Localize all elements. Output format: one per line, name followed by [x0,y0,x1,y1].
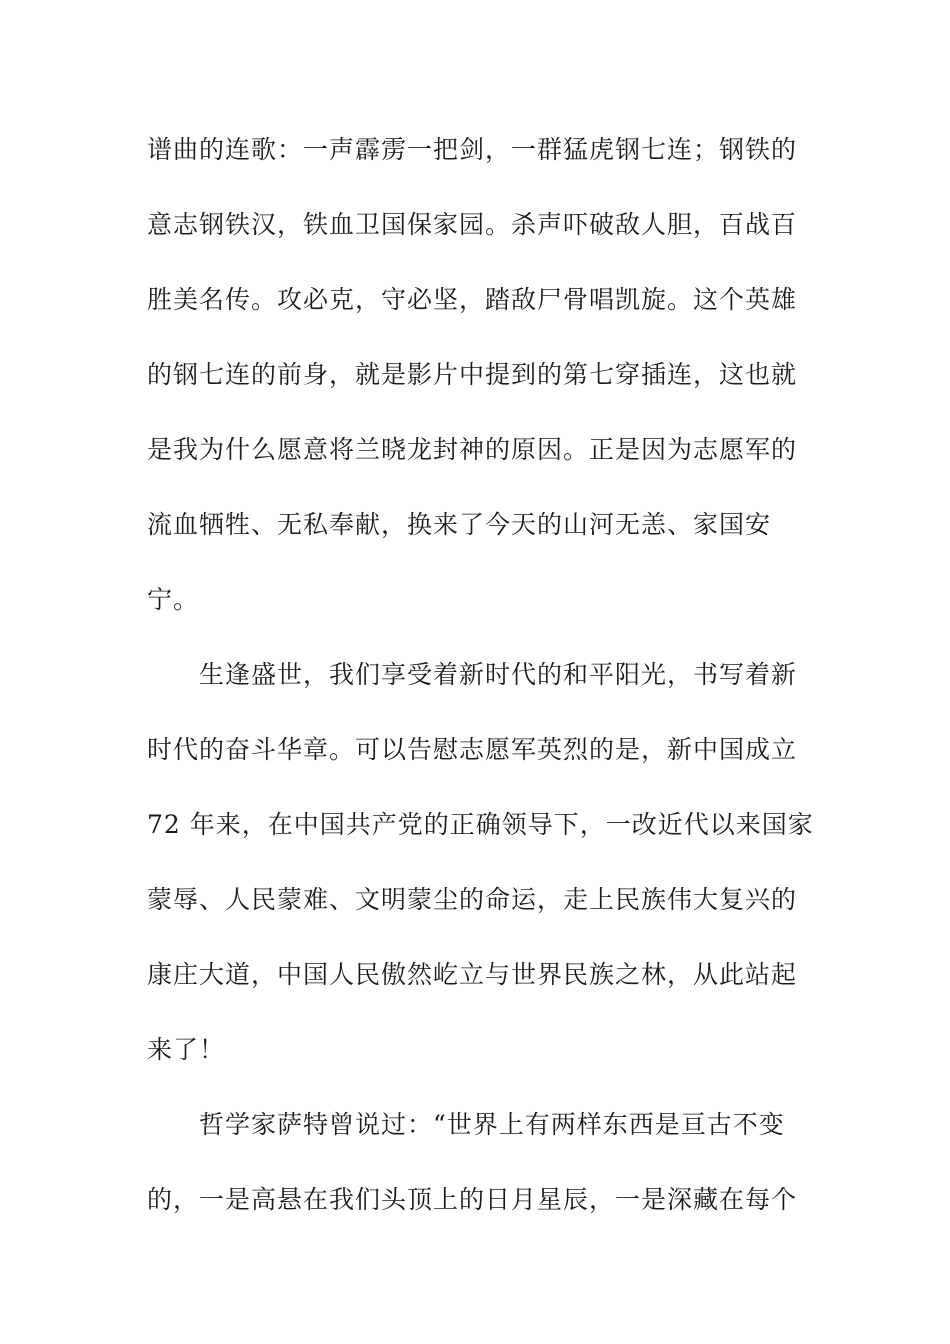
paragraph-1 [147,128,807,653]
text-line: 蒙辱、人民蒙难、文明蒙尘的命运，走上民族伟大复兴的 [147,885,798,914]
text-line: 是我为什么愿意将兰晓龙封神的原因。正是因为志愿军的 [147,435,798,464]
text-line: 的钢七连的前身，就是影片中提到的第七穿插连，这也就 [147,360,798,389]
text-line: 康庄大道，中国人民傲然屹立与世界民族之林，从此站起 [147,960,798,989]
text-line: 宁。 [147,585,200,614]
text-line: 72 年来，在中国共产党的正确领导下，一改近代以来国家 [147,810,814,839]
document-body [147,128,814,1253]
text-line: 的，一是高悬在我们头顶上的日月星辰，一是深藏在每个 [147,1185,798,1214]
text-line: 时代的奋斗华章。可以告慰志愿军英烈的是，新中国成立 [147,735,798,764]
text-line: 来了！ [147,1035,226,1064]
text-line: 生逢盛世，我们享受着新时代的和平阳光，书写着新 [199,660,798,689]
paragraph-2 [147,653,814,1103]
text-line: 胜美名传。攻必克，守必坚，踏敌尸骨唱凯旋。这个英雄 [147,285,798,314]
paragraph-3 [147,1103,807,1253]
text-line: 谱曲的连歌：一声霹雳一把剑，一群猛虎钢七连；钢铁的 [147,135,798,164]
text-line: 流血牺牲、无私奉献，换来了今天的山河无恙、家国安 [147,510,772,539]
text-line: 哲学家萨特曾说过：“世界上有两样东西是亘古不变 [199,1110,785,1139]
text-line: 意志钢铁汉，铁血卫国保家园。杀声吓破敌人胆，百战百 [147,210,798,239]
